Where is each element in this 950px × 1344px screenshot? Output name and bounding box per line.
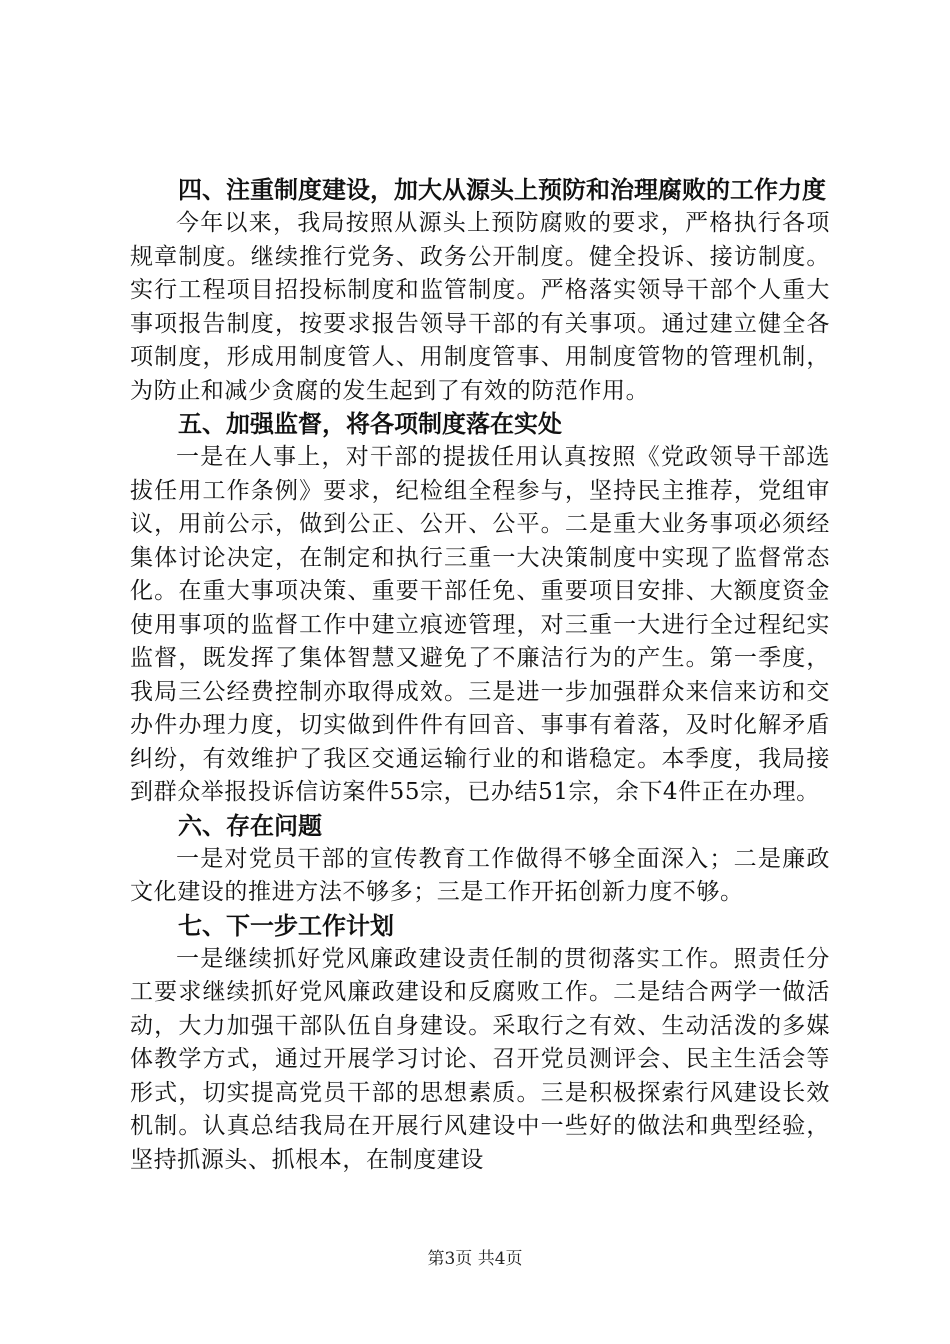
section-paragraph-5: 一是在人事上，对干部的提拔任用认真按照《党政领导干部选拔任用工作条例》要求，纪检组全程参与，坚持民主推荐，党组审议，用前公示，做到公正、公开、公平。二是重大业务事项必须经集体讨论决定，在制定和执行三重一大决策制度中实现了监督常态化。在重大事项决策、重要干部任免、重要项目安排、大额度资金使用事项的监督工作中建立痕迹管理，对三重一大进行全过程纪实监督，既发挥了集体智慧又避免了不廉洁行为的产生。第一季度，我局三公经费控制亦取得成效。三是进一步加强群众来信来访和交办件办理力度，切实做到件件有回音、事事有着落，及时化解矛盾纠纷，有效维护了我区交通运输行业的和谐稳定。本季度，我局接到群众举报投诉信访案件55宗，已办结51宗，余下4件正在办理。 <box>130 444 830 805</box>
section-paragraph-6: 一是对党员干部的宣传教育工作做得不够全面深入；二是廉政文化建设的推进方法不够多；三是工作开拓创新力度不够。 <box>130 845 830 905</box>
document-body <box>130 174 830 1177</box>
section-paragraph-7: 一是继续抓好党风廉政建设责任制的贯彻落实工作。照责任分工要求继续抓好党风廉政建设和反腐败工作。二是结合两学一做活动，大力加强干部队伍自身建设。采取行之有效、生动活泼的多媒体教学方式，通过开展学习讨论、召开党员测评会、民主生活会等形式，切实提高党员干部的思想素质。三是积极探索行风建设长效机制。认真总结我局在开展行风建设中一些好的做法和典型经验，坚持抓源头、抓根本，在制度建设 <box>130 945 830 1173</box>
section-heading-6: 六、存在问题 <box>178 811 322 840</box>
page-number-footer: 第3页 共4页 <box>427 1249 523 1269</box>
section-paragraph-4: 今年以来，我局按照从源头上预防腐败的要求，严格执行各项规章制度。继续推行党务、政务公开制度。健全投诉、接访制度。实行工程项目招投标制度和监管制度。严格落实领导干部个人重大事项报告制度，按要求报告领导干部的有关事项。通过建立健全各项制度，形成用制度管人、用制度管事、用制度管物的管理机制，为防止和减少贪腐的发生起到了有效的防范作用。 <box>130 210 830 404</box>
section-heading-4: 四、注重制度建设，加大从源头上预防和治理腐败的工作力度 <box>178 176 826 204</box>
section-heading-5: 五、加强监督，将各项制度落在实处 <box>178 410 562 438</box>
section-heading-7: 七、下一步工作计划 <box>178 911 394 940</box>
